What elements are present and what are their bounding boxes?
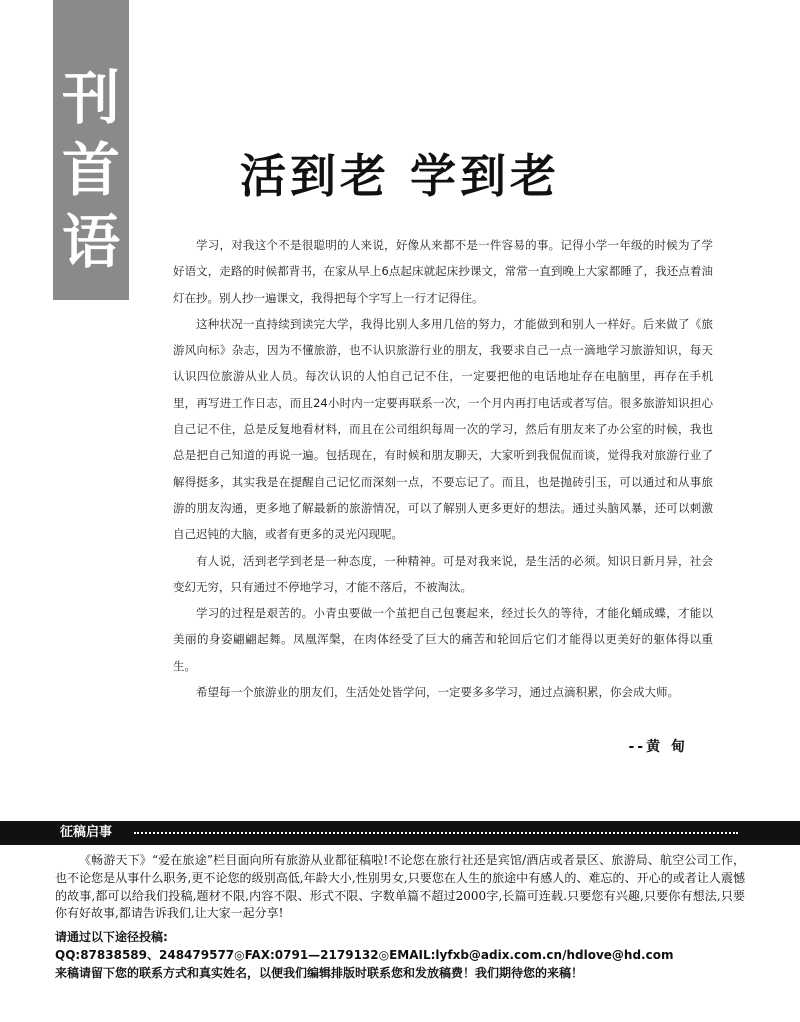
notice-body: 《畅游天下》“爱在旅途”栏目面向所有旅游从业都征稿啦!不论您在旅行社还是宾馆/酒店或者景区、旅游局、航空公司工作，也不论您是从事什么职务,更不论您的级别高低,年龄大小,性别男女,只要您在人生的旅途中有感人的、难忘的、开心的或者让人震憾的故事,都可以给我们投稿,题材不限,内容不限、形式不限、字数单篇不超过2000字,长篇可连载.只要您有兴趣,只要你有想法,只要你有好故事,都请告诉我们,让大家一起分享! xyxy=(55,853,745,921)
article-paragraph: 希望每一个旅游业的朋友们，生活处处皆学问，一定要多多学习，通过点滴积累，你会成大师。 xyxy=(196,685,679,700)
article-paragraph: 学习的过程是艰苦的。小青虫要做一个茧把自己包裹起来，经过长久的等待，才能化蛹成蝶，才能以美丽的身姿翩翩起舞。凤凰浑槃，在肉体经受了巨大的痛苦和轮回后它们才能得以更美好的躯体得以重生。 xyxy=(173,606,713,673)
contact-details: QQ:87838589、248479577◎FAX:0791—2179132◎EMAIL:lyfxb@adix.com.cn/hdlove@hd.com xyxy=(55,948,674,962)
article-paragraph: 学习，对我这个不是很聪明的人来说，好像从来都不是一件容易的事。记得小学一年级的时候为了学好语文，走路的时候都背书，在家从早上6点起床就起床抄课文，常常一直到晚上大家都睡了，我还点着油灯在抄。别人抄一遍课文，我得把每个字写上一行才记得住。 xyxy=(173,238,713,305)
article-author: --黄 甸 xyxy=(628,739,688,755)
notice-closing: 来稿请留下您的联系方式和真实姓名，以便我们编辑排版时联系您和发放稿费！我们期待您的来稿！ xyxy=(55,966,584,980)
article-paragraph: 这种状况一直持续到读完大学，我得比别人多用几倍的努力，才能做到和别人一样好。后来做了《旅游风向标》杂志，因为不懂旅游，也不认识旅游行业的朋友，我要求自己一点一滴地学习旅游知识，每天认识四位旅游从业人员。每次认识的人怕自己记不住，一定要把他的电话地址存在电脑里，再存在手机里，再写进工作日志，而且24小时内一定要再联系一次，一个月内再打电话或者写信。很多旅游知识担心自己记不住，总是反复地看材料，而且在公司组织每周一次的学习，然后有朋友来了办公室的时候，我也总是把自己知道的再说一遍。包括现在，有时候和朋友聊天，大家听到我侃侃而谈，觉得我对旅游行业了解得挺多，其实我是在提醒自己记忆而深刻一点，不要忘记了。而且，也是抛砖引玉，可以通过和从事旅游的朋友沟通，更多地了解最新的旅游情况，可以了解别人更多更好的想法。通过头脑风暴，还可以刺激自己迟钝的大脑，或者有更多的灵光闪现呢。 xyxy=(173,316,713,542)
notice-header-bar xyxy=(0,821,800,845)
notice-divider xyxy=(134,832,738,834)
article-headline: 活到老 学到老 xyxy=(239,149,560,203)
contact-heading: 请通过以下途径投稿: xyxy=(55,930,168,944)
article-paragraph: 有人说，活到老学到老是一种态度，一种精神。可是对我来说，是生活的必须。知识日新月异，社会变幻无穷，只有通过不停地学习，才能不落后，不被淘汰。 xyxy=(173,553,713,594)
section-tab-char: 刊 xyxy=(61,64,120,132)
section-tab-char: 首 xyxy=(61,136,120,204)
notice-title: 征稿启事 xyxy=(60,825,113,840)
article-body xyxy=(173,232,713,705)
section-tab-char: 语 xyxy=(61,208,120,276)
